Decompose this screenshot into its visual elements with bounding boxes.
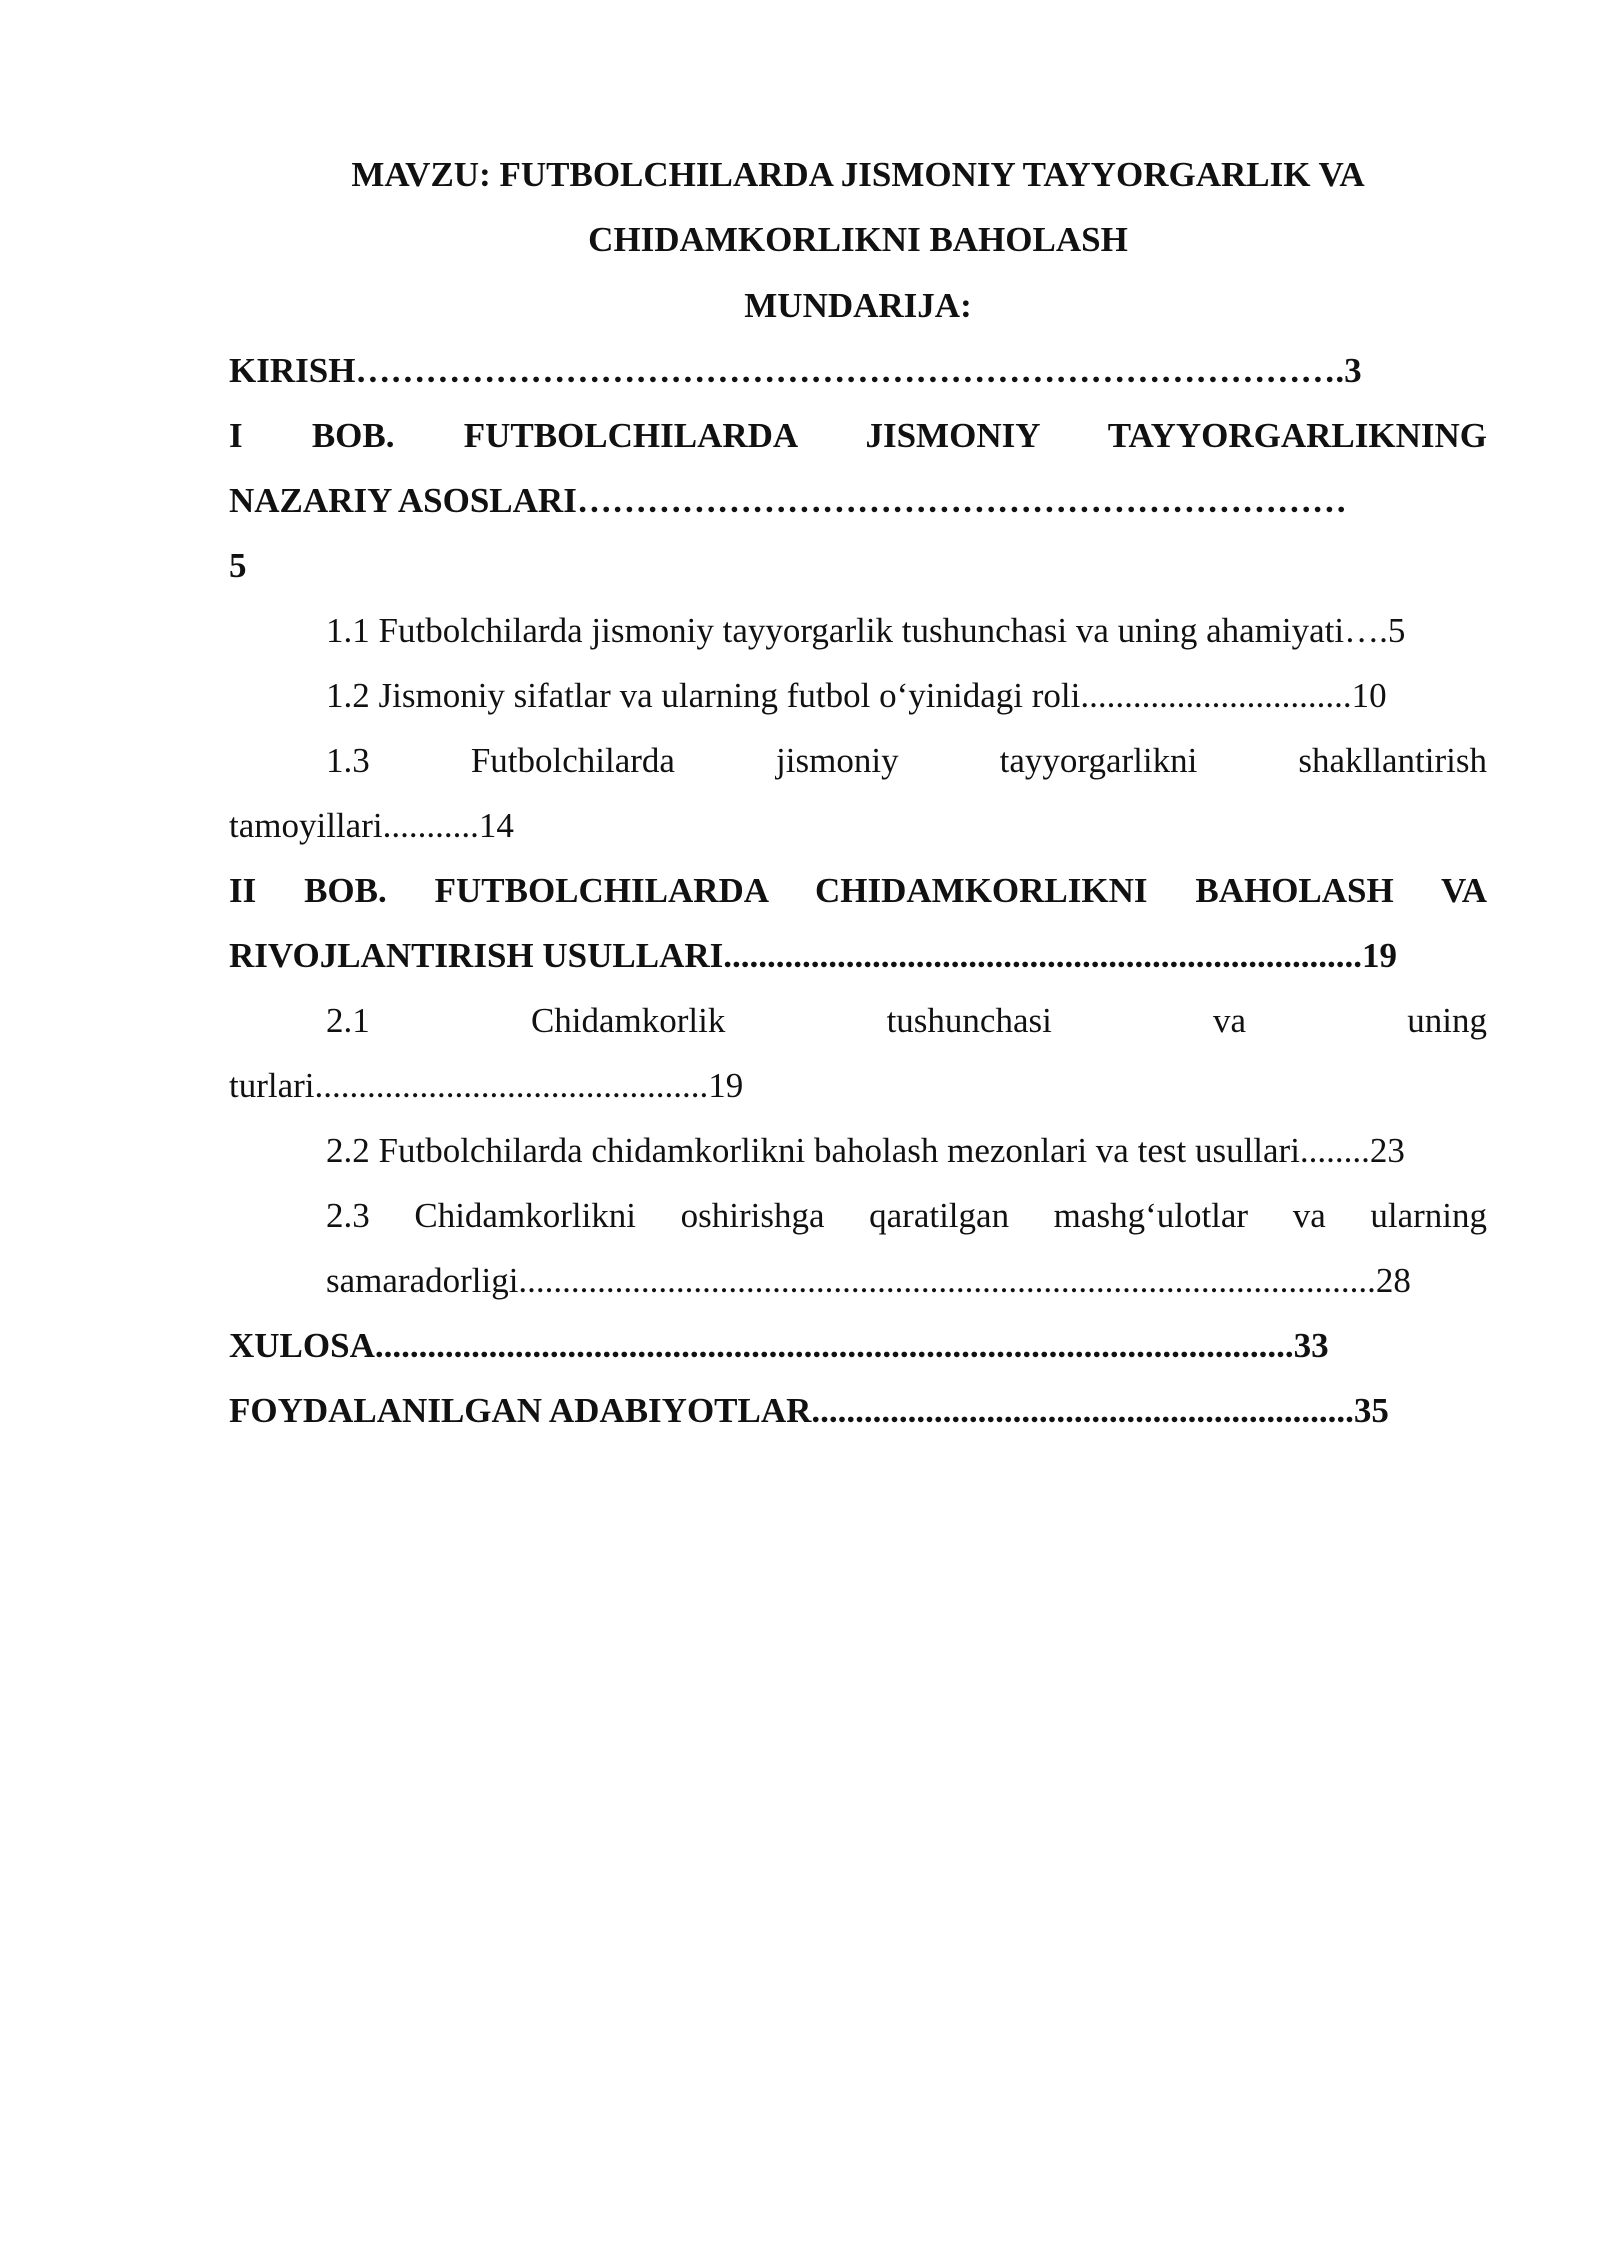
document-title-line-1: MAVZU: FUTBOLCHILARDA JISMONIY TAYYORGARLIK VA: [351, 155, 1365, 194]
toc-entry-bob2-line-2: RIVOJLANTIRISH USULLARI.........................................................................19: [229, 936, 1398, 975]
toc-entry-1-1: 1.1 Futbolchilarda jismoniy tayyorgarlik tushunchasi va uning ahamiyati….5: [326, 611, 1406, 650]
toc-entry-2-2: 2.2 Futbolchilarda chidamkorlikni baholash mezonlari va test usullari........23: [326, 1131, 1405, 1170]
toc-entry-bob2-line-1: II BOB. FUTBOLCHILARDA CHIDAMKORLIKNI BAHOLASH VA: [229, 871, 1487, 910]
toc-entry-bob1-line-1: I BOB. FUTBOLCHILARDA JISMONIY TAYYORGARLIKNING: [229, 416, 1487, 455]
toc-entry-kirish: KIRISH………………………………………………………………………….3: [229, 351, 1362, 390]
toc-entry-xulosa: XULOSA.........................................................................................................33: [229, 1326, 1329, 1365]
toc-entry-2-3-line-1: 2.3 Chidamkorlikni oshirishga qaratilgan mashg‘ulotlar va ularning: [326, 1196, 1487, 1235]
toc-entry-bob1-line-2: NAZARIY ASOSLARI…………………………………………………………: [229, 481, 1347, 520]
toc-entry-1-2: 1.2 Jismoniy sifatlar va ularning futbol o‘yinidagi roli...............................10: [326, 676, 1387, 715]
toc-entry-bob1-page: 5: [229, 546, 247, 585]
toc-heading: MUNDARIJA:: [744, 286, 972, 325]
toc-entry-adabiyotlar: FOYDALANILGAN ADABIYOTLAR..............................................................35: [229, 1391, 1389, 1430]
toc-entry-2-3-line-2: samaradorligi..................................................................................................28: [326, 1261, 1411, 1300]
document-title-line-2: CHIDAMKORLIKNI BAHOLASH: [588, 220, 1128, 259]
toc-entry-2-1-line-1: 2.1 Chidamkorlik tushunchasi va uning: [326, 1001, 1487, 1040]
toc-entry-1-3-line-2: tamoyillari...........14: [229, 806, 514, 845]
toc-entry-2-1-line-2: turlari.............................................19: [229, 1066, 744, 1105]
toc-entry-1-3-line-1: 1.3 Futbolchilarda jismoniy tayyorgarlikni shakllantirish: [326, 741, 1487, 780]
